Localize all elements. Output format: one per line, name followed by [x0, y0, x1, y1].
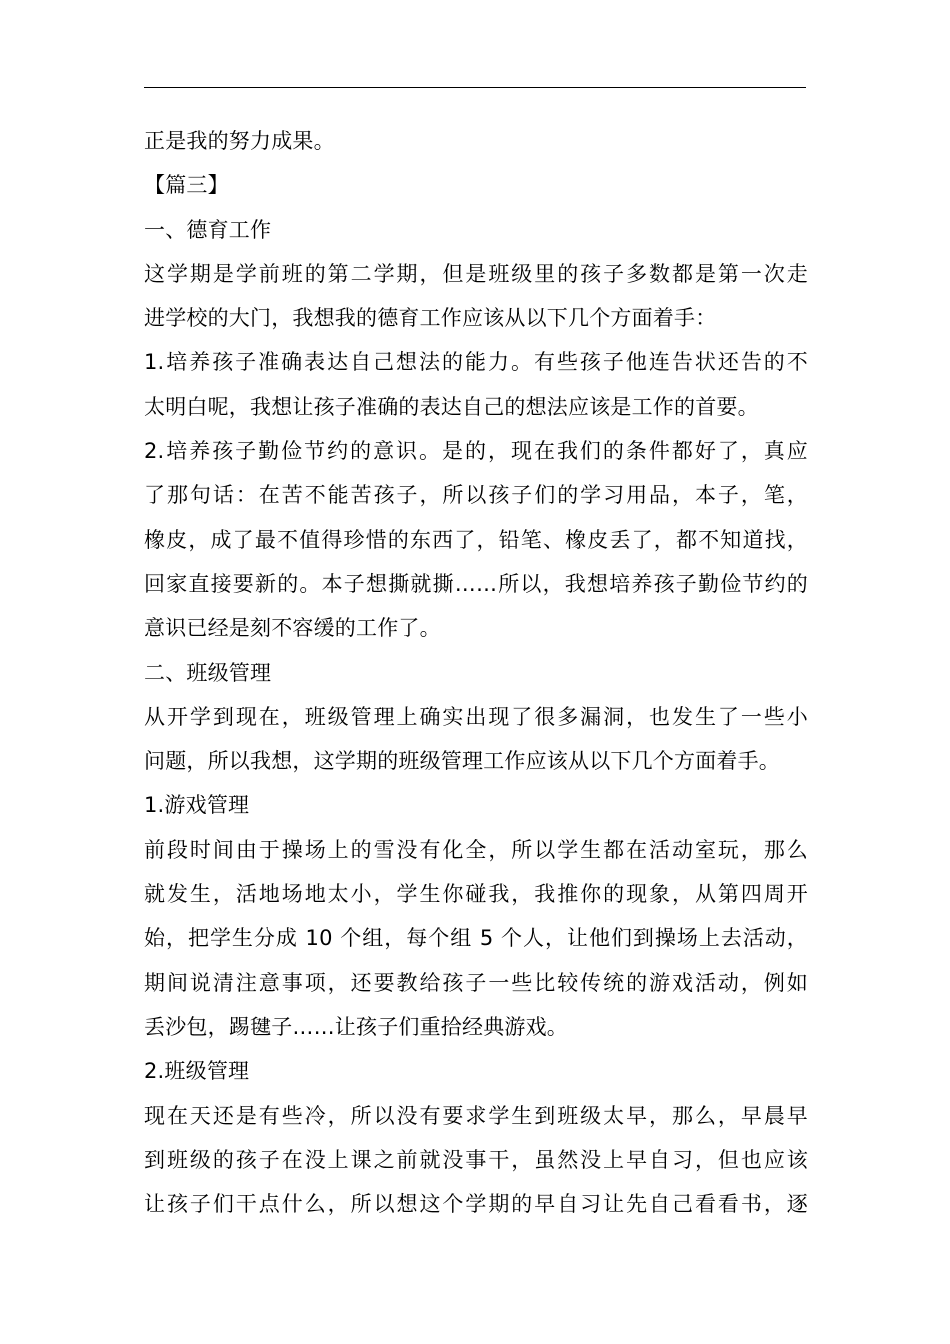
text-line: 前段时间由于操场上的雪没有化全，所以学生都在活动室玩，那么 — [144, 837, 808, 862]
section-heading: 【篇三】 — [144, 173, 229, 198]
text-line: 了那句话：在苦不能苦孩子，所以孩子们的学习用品，本子，笔， — [144, 483, 808, 508]
text-line: 进学校的大门，我想我的德育工作应该从以下几个方面着手： — [144, 306, 717, 331]
text-line: 丢沙包，踢毽子……让孩子们重拾经典游戏。 — [144, 1014, 568, 1039]
text-line: 太明白呢，我想让孩子准确的表达自己的想法应该是工作的首要。 — [144, 394, 759, 419]
text-line: 这学期是学前班的第二学期，但是班级里的孩子多数都是第一次走 — [144, 261, 808, 286]
text-line: 回家直接要新的。本子想撕就撕……所以，我想培养孩子勤俭节约的 — [144, 571, 808, 596]
text-line: 现在天还是有些冷，所以没有要求学生到班级太早，那么，早晨早 — [144, 1103, 808, 1128]
subheading-moral-education: 一、德育工作 — [144, 217, 272, 242]
text-line: 橡皮，成了最不值得珍惜的东西了，铅笔、橡皮丢了，都不知道找， — [144, 527, 808, 552]
text-line: 让孩子们干点什么，所以想这个学期的早自习让先自己看看书，逐 — [144, 1192, 808, 1217]
subheading-class-management: 二、班级管理 — [144, 660, 272, 685]
text-line: 从开学到现在，班级管理上确实出现了很多漏洞，也发生了一些小 — [144, 704, 808, 729]
text-line: 2.培养孩子勤俭节约的意识。是的，现在我们的条件都好了，真应 — [144, 439, 808, 464]
document-body — [144, 119, 808, 1226]
text-line: 就发生，活地场地太小，学生你碰我，我推你的现象，从第四周开 — [144, 882, 808, 907]
text-line: 到班级的孩子在没上课之前就没事干，虽然没上早自习，但也应该 — [144, 1147, 808, 1172]
text-line: 始，把学生分成 10 个组，每个组 5 个人，让他们到操场上去活动， — [144, 926, 808, 951]
text-line: 意识已经是刻不容缓的工作了。 — [144, 616, 441, 641]
text-line: 问题，所以我想，这学期的班级管理工作应该从以下几个方面着手。 — [144, 749, 780, 774]
header-rule — [144, 87, 806, 88]
subheading-class-management-2: 2.班级管理 — [144, 1059, 250, 1084]
text-line: 1.培养孩子准确表达自己想法的能力。有些孩子他连告状还告的不 — [144, 350, 808, 375]
subheading-game-management: 1.游戏管理 — [144, 793, 250, 818]
text-line: 期间说清注意事项，还要教给孩子一些比较传统的游戏活动，例如 — [144, 970, 808, 995]
text-line: 正是我的努力成果。 — [144, 129, 335, 153]
